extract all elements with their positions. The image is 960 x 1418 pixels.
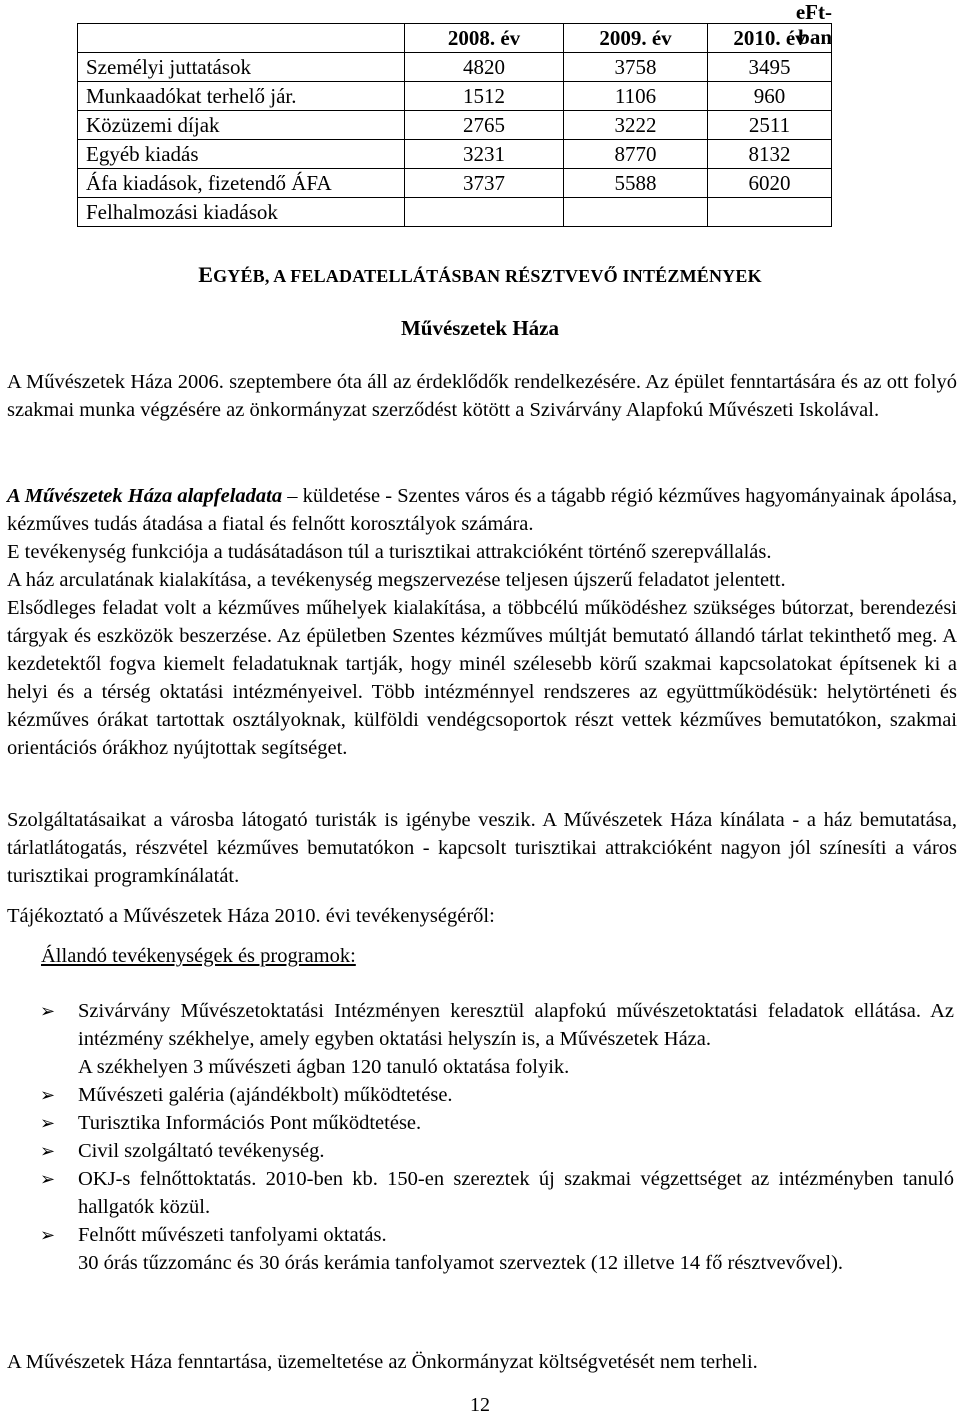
section-heading-initial: E (198, 262, 214, 287)
table-row (78, 140, 832, 169)
row-label: Közüzemi díjak (78, 111, 405, 140)
table-cell: 1106 (564, 82, 708, 111)
list-item-text: OKJ-s felnőttoktatás. 2010-ben kb. 150-en szereztek új szakmai végzettséget az intézményben tanuló hallgatók közül. (78, 1168, 954, 1218)
table-unit-label: eFt-ban (795, 0, 832, 49)
list-item-text: Civil szolgáltató tevékenység. (78, 1140, 325, 1162)
table-cell: 3737 (405, 169, 564, 198)
table-cell: 3495 (708, 53, 832, 82)
table-cell: 4820 (405, 53, 564, 82)
row-label: Személyi juttatások (78, 53, 405, 82)
table-row (78, 169, 832, 198)
table-row (78, 198, 832, 227)
mission-emphasis: A Művészetek Háza alapfeladata (7, 485, 283, 507)
activities-list (0, 997, 960, 1277)
table-header-cell: 2010. év (708, 24, 832, 53)
list-item-text: Szivárvány Művészetoktatási Intézményen keresztül alapfokú művészetoktatási feladatok ellátása. Az intézmény székhelye, amely egyben oktatási helyszín is, a Művészetek Háza. (78, 1000, 954, 1050)
institution-title: Művészetek Háza (400, 316, 560, 340)
list-item (0, 997, 960, 1081)
activities-paragraph: Elsődleges feladat volt a kézműves műhelyek kialakítása, a többcélú működéshez szükséges bútorzat, berendezési tárgyak és eszközök beszerzése. Az épületben Szentes kézműves múltját bemutató állandó tárlat tekinthető meg. A kezdetektől fogva kiemelt feladatuknak tartják, hogy minél szélesebb körű szakmai kapcsolatokat építsenek ki a helyi és a térség oktatási intézményeivel. Több intézménnyel rendszeres az együttműködésük: helytörténeti és kézműves órákat tartottak osztályoknak, külföldi vendégcsoportok részt vettek kézműves bemutatókon, szakmai orientációs órákhoz nyújtottak segítséget. (7, 597, 957, 759)
mission-paragraph (7, 482, 957, 538)
arrow-bullet-icon: ➢ (40, 1085, 56, 1105)
row-label: Munkaadókat terhelő jár. (78, 82, 405, 111)
table-cell: 8132 (708, 140, 832, 169)
list-item (0, 1081, 960, 1109)
row-label: Felhalmozási kiadások (78, 198, 405, 227)
table-cell: 1512 (405, 82, 564, 111)
permanent-activities-heading: Állandó tevékenységek és programok: (41, 945, 356, 967)
table-cell: 5588 (564, 169, 708, 198)
arrow-bullet-icon: ➢ (40, 1141, 56, 1161)
tourism-paragraph: Szolgáltatásaikat a városba látogató turisták is igénybe veszik. A Művészetek Háza kínálata - a ház bemutatása, tárlatlátogatás, részvétel kézműves bemutatókon - kapcsolt turisztikai attrakcióként nagyon jól színesíti a város turisztikai programkínálatát. (7, 809, 957, 887)
table-cell: 8770 (564, 140, 708, 169)
table-cell: 2765 (405, 111, 564, 140)
novelty-paragraph: A ház arculatának kialakítása, a tevékenység megszervezése teljesen újszerű feladatot jelentett. (7, 569, 786, 591)
table-header-row (78, 24, 832, 53)
table-header-cell: 2008. év (405, 24, 564, 53)
table-row (78, 82, 832, 111)
table-cell: 2511 (708, 111, 832, 140)
table-row (78, 111, 832, 140)
list-item-text: Felnőtt művészeti tanfolyami oktatás. (78, 1224, 387, 1246)
list-item-text: Művészeti galéria (ajándékbolt) működtetése. (78, 1084, 453, 1106)
page-number: 12 (470, 1394, 490, 1416)
table-cell: 960 (708, 82, 832, 111)
expenditure-table (77, 23, 832, 227)
arrow-bullet-icon: ➢ (40, 1001, 56, 1021)
function-paragraph: E tevékenység funkciója a tudásátadáson túl a turisztikai attrakcióként történő szerepvállalás. (7, 541, 772, 563)
list-item (0, 1137, 960, 1165)
list-item (0, 1221, 960, 1277)
table-cell (405, 198, 564, 227)
row-label: Egyéb kiadás (78, 140, 405, 169)
mission-text: – küldetése - Szentes város és a tágabb régió kézműves hagyományainak ápolása, kézműves tudás átadása a fiatal és felnőtt korosztályok számára. (7, 485, 958, 535)
arrow-bullet-icon: ➢ (40, 1169, 56, 1189)
closing-paragraph: A Művészetek Háza fenntartása, üzemeltetése az Önkormányzat költségvetését nem terheli. (7, 1351, 758, 1373)
table-cell: 6020 (708, 169, 832, 198)
list-item (0, 1109, 960, 1137)
table-header-cell (78, 24, 405, 53)
table-header-cell: 2009. év (564, 24, 708, 53)
list-item-text: 30 órás tűzzománc és 30 órás kerámia tanfolyamot szerveztek (12 illetve 14 fő résztvevővel). (78, 1252, 844, 1274)
table-cell (708, 198, 832, 227)
table-cell: 3758 (564, 53, 708, 82)
intro-paragraph: A Művészetek Háza 2006. szeptembere óta áll az érdeklődők rendelkezésére. Az épület fenntartására és az ott folyó szakmai munka végzésére az önkormányzat szerződést kötött a Szivárvány Alapfokú Művészeti Iskolával. (7, 371, 957, 421)
table-cell (564, 198, 708, 227)
list-item-text: A székhelyen 3 művészeti ágban 120 tanuló oktatása folyik. (78, 1056, 570, 1078)
arrow-bullet-icon: ➢ (40, 1113, 56, 1133)
report-title: Tájékoztató a Művészetek Háza 2010. évi tevékenységéről: (7, 905, 495, 927)
table-cell: 3231 (405, 140, 564, 169)
table-cell: 3222 (564, 111, 708, 140)
list-item-text: Turisztika Információs Pont működtetése. (78, 1112, 422, 1134)
arrow-bullet-icon: ➢ (40, 1225, 56, 1245)
table-row (78, 53, 832, 82)
section-heading (0, 262, 960, 288)
row-label: Áfa kiadások, fizetendő ÁFA (78, 169, 405, 198)
list-item (0, 1165, 960, 1221)
section-heading-text: GYÉB, A FELADATELLÁTÁSBAN RÉSZTVEVŐ INTÉZMÉNYEK (213, 266, 762, 286)
